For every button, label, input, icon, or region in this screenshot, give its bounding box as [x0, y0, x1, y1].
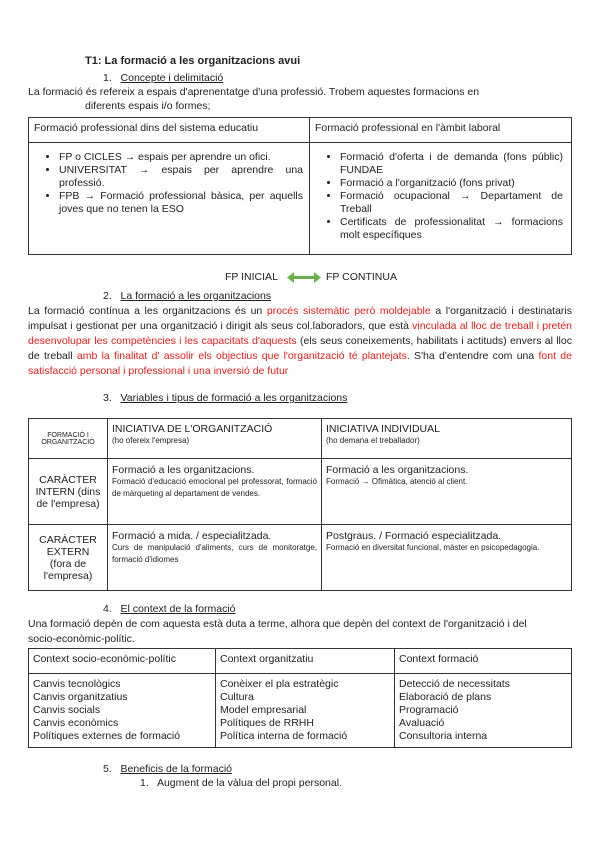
section-2-paragraph: La formació contínua a les organitzacions és un procés sistemàtic però moldejable a l'organització i destinataris impulsat i gestionat per una organització i dirigit als seus col.laboradors, que està vinculada al lloc de treball i pretén desenvolupar les competències i les capacitats d'aquests (els seus coneixements, habilitats i actituds) envers al lloc de treball amb la finalitat d' assolir els objectius que l'organització té plantejats. S'ha d'entendre com una font de satisfacció personal i professional i una inversió de futur [28, 305, 572, 377]
list-item: • Certificats de professionalitat → formacions molt específiques [340, 216, 563, 242]
context-cell-formacio [395, 674, 572, 748]
cell-title: Formació a les organitzacions. [326, 464, 469, 476]
section-number: 3. [103, 392, 112, 404]
context-cell-socio [29, 674, 216, 748]
section-3-heading [103, 392, 347, 404]
table-header-org [108, 419, 322, 459]
column-subtitle: (ho demana el treballador) [326, 436, 420, 445]
list-item: Avaluació [399, 717, 445, 729]
section-number: 1. [103, 72, 112, 84]
cell-title: Formació a les organitzacions. [112, 464, 255, 476]
list-item: • FP o CICLES → espais per aprendre un ofici. [59, 151, 303, 164]
fp-table-cell-right [310, 143, 572, 255]
section-1-heading [103, 72, 223, 84]
column-title: INICIATIVA INDIVIDUAL [326, 423, 440, 435]
list-item: Política interna de formació [220, 730, 348, 742]
section-number: 2. [103, 290, 112, 302]
list-item: • FPB → Formació professional bàsica, per aquells joves que no tenen la ESO [59, 190, 303, 216]
context-header-formacio: Context formació [395, 649, 572, 674]
section-title: Concepte i delimitació [120, 72, 224, 84]
row-label-extern: CARÀCTER EXTERN (fora de l'empresa) [29, 525, 108, 591]
table-cell [322, 459, 572, 525]
list-item: Consultoria interna [399, 730, 488, 742]
list-item: Model empresarial [220, 704, 307, 716]
training-types-table [28, 418, 572, 591]
list-item: Polítiques de RRHH [220, 717, 314, 729]
cell-title: Postgraus. / Formació especialitzada. [326, 530, 502, 542]
cell-body: Formació en diversitat funcional, màster en psicopedagogia. [326, 543, 540, 552]
context-cell-org [216, 674, 395, 748]
section-1-text-line2: diferents espais i/o formes; [85, 100, 211, 112]
item-text: Augment de la vàlua del propi personal. [156, 777, 342, 789]
fp-table [28, 117, 572, 255]
section-4-text-line1: Una formació depèn de com aquesta està duta a terme, alhora que depèn del context de l'organització i del [28, 618, 527, 630]
table-cell [108, 525, 322, 591]
item-number: 1. [140, 777, 149, 789]
row-label-intern: CARÀCTER INTERN (dins de l'empresa) [29, 459, 108, 525]
column-subtitle: (ho ofereix l'empresa) [112, 436, 190, 445]
highlight-text: amb la finalitat d' assolir els objectius que l'organització té plantejats [76, 350, 407, 362]
list-item: Canvis econòmics [33, 717, 119, 729]
list-item: Programació [399, 704, 459, 716]
table-header-individual [322, 419, 572, 459]
context-header-org: Context organitzatiu [216, 649, 395, 674]
list-item: Conèixer el pla estratègic [220, 678, 339, 690]
list-item: Elaboració de plans [399, 691, 492, 703]
section-title: Variables i tipus de formació a les organitzacions [120, 392, 348, 404]
list-item: Cultura [220, 691, 254, 703]
table-cell [108, 459, 322, 525]
page-title: T1: La formació a les organitzacions avui [85, 55, 301, 67]
list-item: Detecció de necessitats [399, 678, 510, 690]
list-item: Canvis socials [33, 704, 101, 716]
context-table [28, 648, 572, 748]
section-number: 5. [103, 763, 112, 775]
double-arrow-icon [287, 270, 321, 284]
list-item: • Formació a l'organització (fons privat) [340, 177, 563, 190]
list-item: • Formació d'oferta i de demanda (fons públic) FUNDAE [340, 151, 563, 177]
cell-title: Formació a mida. / especialitzada. [112, 530, 272, 542]
highlight-text: vinculada al lloc de treball i pretén desenvolupar les competències i les capacitats d'aquests [28, 320, 572, 347]
section-title: La formació a les organitzacions [120, 290, 272, 302]
context-header-socio: Context socio-econòmic-polític [29, 649, 216, 674]
fp-continua-label: FP CONTINUA [326, 271, 397, 283]
fp-table-cell-left [29, 143, 310, 255]
cell-body: Curs de manipulació d'aliments, curs de monitoratge, formació d'idiomes [112, 543, 317, 564]
section-title: El context de la formació [120, 603, 236, 615]
list-item: Canvis tecnològics [33, 678, 121, 690]
section-4-text-line2: socio-econòmic-polític. [28, 633, 135, 645]
highlight-text: procés sistemàtic però moldejable [266, 305, 431, 317]
list-item: • UNIVERSITAT → espais per aprendre una professió. [59, 164, 303, 190]
section-number: 4. [103, 603, 112, 615]
section-1-text-line1: La formació és refereix a espais d'aprenentatge d'una professió. Trobem aquestes formacions en [28, 86, 480, 98]
section-2-heading [103, 290, 271, 302]
fp-inicial-label: FP INICIAL [225, 271, 278, 283]
list-item: Canvis organitzatius [33, 691, 128, 703]
section-4-heading [103, 603, 236, 615]
cell-body: Formació d'educació emocional pel professorat, formació de màrqueting al departament de vendes. [112, 477, 317, 498]
fp-table-header-right: Formació professional en l'àmbit laboral [310, 118, 572, 143]
cell-body: Formació → Ofimàtica, atenció al client. [326, 477, 468, 486]
table-cell [322, 525, 572, 591]
highlight-text: font de satisfacció personal i professional i una inversió de futur [28, 350, 572, 377]
section-title: Beneficis de la formació [120, 763, 233, 775]
list-item: • Formació ocupacional → Departament de Treball [340, 190, 563, 216]
list-item: Polítiques externes de formació [33, 730, 181, 742]
section-5-heading [103, 763, 232, 775]
benefit-item [140, 777, 342, 789]
column-title: INICIATIVA DE L'ORGANITZACIÓ [112, 423, 273, 435]
fp-table-header-left: Formació professional dins del sistema educatiu [29, 118, 310, 143]
table-corner-cell: FORMACIÓ I ORGANITZACIÓ [29, 419, 108, 459]
